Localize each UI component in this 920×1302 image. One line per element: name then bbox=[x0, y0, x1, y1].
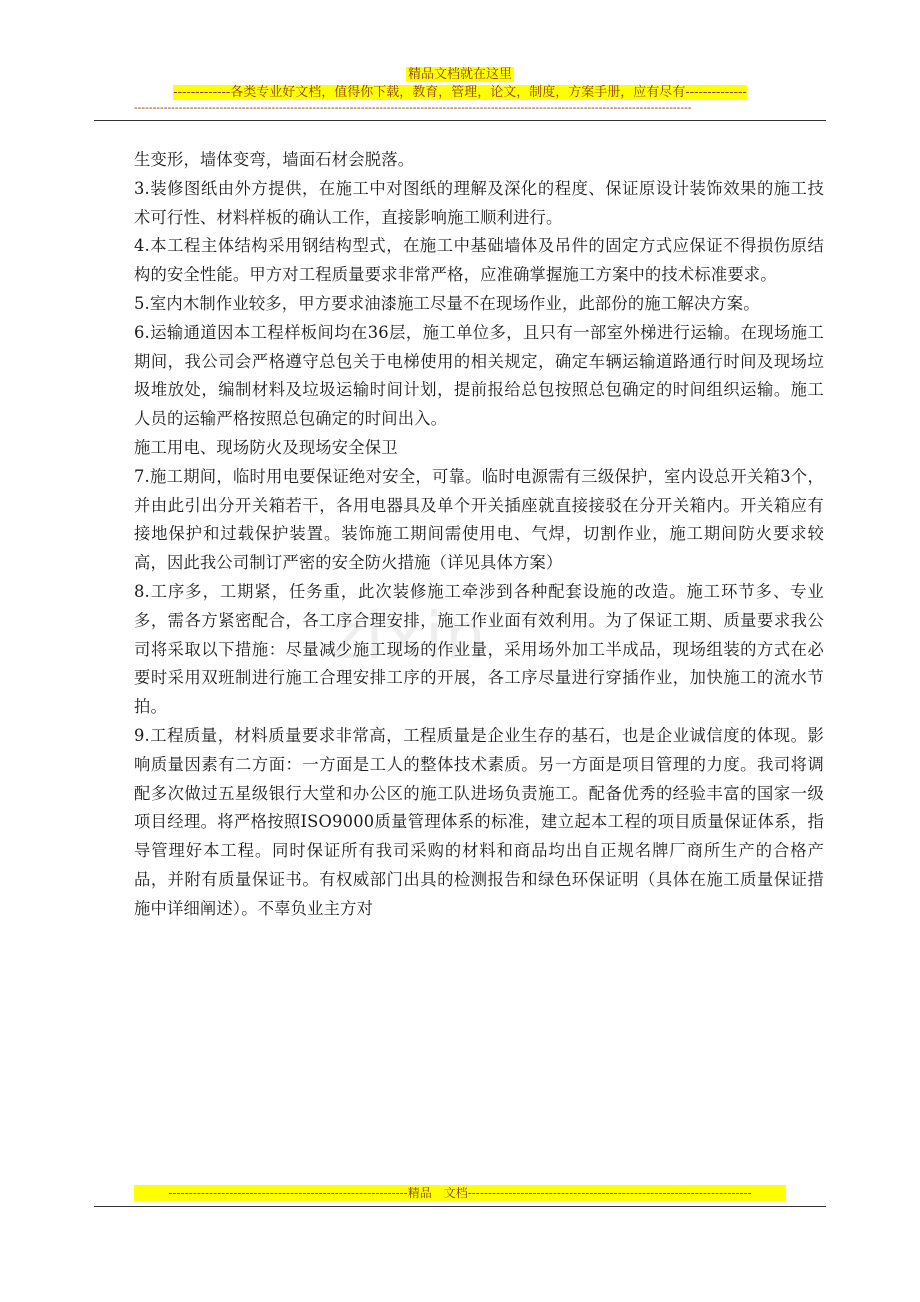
header-dashes: ------------------------------------------------------------------------------------------------------------------------------------------------------ bbox=[134, 102, 692, 114]
header-subtitle: -------------各类专业好文档，值得你下载，教育，管理，论文，制度，方案手册，应有尽有-------------- bbox=[173, 85, 747, 100]
section-heading: 施工用电、现场防火及现场安全保卫 bbox=[134, 437, 398, 457]
document-body bbox=[134, 146, 824, 924]
paragraph: 6.运输通道因本工程样板间均在36层，施工单位多，且只有一部室外梯进行运输。在现场施工期间，我公司会严格遵守总包关于电梯使用的相关规定，确定车辆运输道路通行时间及现场垃圾堆放处，编制材料及垃圾运输时间计划，提前报给总包按照总包确定的时间组织运输。施工人员的运输严格按照总包确定的时间出入。 bbox=[134, 322, 824, 429]
paragraph: 9.工程质量，材料质量要求非常高，工程质量是企业生存的基石，也是企业诚信度的体现。影响质量因素有二方面：一方面是工人的整体技术素质。另一方面是项目管理的力度。我司将调配多次做过五星级银行大堂和办公区的施工队进场负责施工。配备优秀的经验丰富的国家一级项目经理。将严格按照ISO9000质量管理体系的标准，建立起本工程的项目质量保证体系，指导管理好本工程。同时保证所有我司采购的材料和商品均出自正规名牌厂商所生产的合格产品，并附有质量保证书。有权威部门出具的检测报告和绿色环保证明（具体在施工质量保证措施中详细阐述）。不辜负业主方对 bbox=[134, 725, 824, 918]
footer-rule bbox=[94, 1206, 826, 1207]
header-title: 精品文档就在这里 bbox=[407, 67, 512, 82]
paragraph: 生变形，墙体变弯，墙面石材会脱落。 bbox=[134, 150, 415, 169]
header-rule bbox=[94, 120, 826, 121]
paragraph: 5.室内木制作业较多，甲方要求油漆施工尽量不在现场作业，此部份的施工解决方案。 bbox=[134, 293, 760, 313]
watermark: zixin bbox=[330, 600, 488, 674]
footer-text: -----------------------------------------------------------精品 文档---------------------------------------------------------------------- bbox=[134, 1185, 786, 1201]
paragraph: 3.装修图纸由外方提供，在施工中对图纸的理解及深化的程度、保证原设计装饰效果的施工技术可行性、材料样板的确认工作，直接影响施工顺利进行。 bbox=[134, 178, 824, 227]
paragraph: 8.工序多，工期紧，任务重，此次装修施工牵涉到各种配套设施的改造。施工环节多、专业多，需各方紧密配合，各工序合理安排，施工作业面有效利用。为了保证工期、质量要求我公司将采取以下措施：尽量减少施工现场的作业量，采用场外加工半成品，现场组装的方式在必要时采用双班制进行施工合理安排工序的开展，各工序尽量进行穿插作业，加快施工的流水节拍。 bbox=[134, 581, 824, 717]
paragraph: 4.本工程主体结构采用钢结构型式，在施工中基础墙体及吊件的固定方式应保证不得损伤原结构的安全性能。甲方对工程质量要求非常严格，应准确掌握施工方案中的技术标准要求。 bbox=[134, 236, 824, 285]
paragraph: 7.施工期间，临时用电要保证绝对安全，可靠。临时电源需有三级保护，室内设总开关箱3个，并由此引出分开关箱若干，各用电器具及单个开关插座就直接接驳在分开关箱内。开关箱应有接地保护和过载保护装置。装饰施工期间需使用电、气焊，切割作业，施工期间防火要求较高，因此我公司制订严密的安全防火措施（详见具体方案） bbox=[134, 466, 824, 573]
